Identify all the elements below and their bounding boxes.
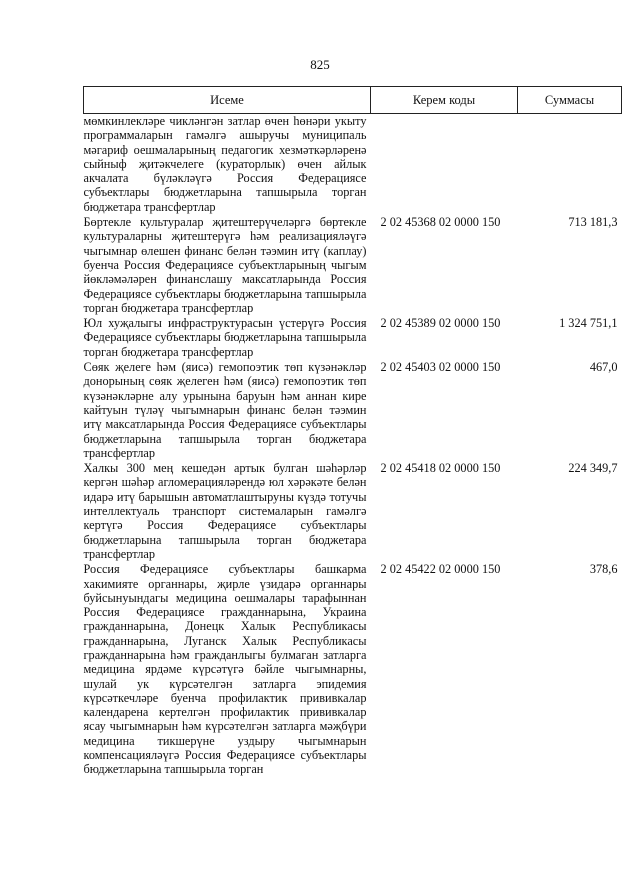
- row-name: Бөртекле культуралар җитештерүчеләргә бөртекле культураларны җитештерүгә һәм реализацияләүгә чыгымнар өлешен финанс белән тәэмин итү (каплау) буенча Россия Федерациясе субъектларының чыгым йөкләмәләрен финанслашу максатларында Россия Федерациясе субъектлары бюджетларына тапшырыла торган бюджетара трансфертлар: [83, 215, 367, 315]
- row-code: 2 02 45422 02 0000 150: [380, 562, 501, 577]
- row-sum: 1 324 751,1: [559, 316, 618, 331]
- row-sum: [518, 114, 622, 216]
- table-row: [84, 461, 622, 562]
- row-code: 2 02 45389 02 0000 150: [380, 316, 501, 331]
- header-name: Исеме: [84, 87, 371, 114]
- row-name: Юл хуҗалыгы инфраструктурасын үстерүгә Россия Федерациясе субъектлары бюджетларына тапшырыла торган бюджетара трансфертлар: [83, 316, 367, 359]
- row-sum: 713 181,3: [568, 215, 618, 230]
- row-sum: 467,0: [589, 360, 618, 375]
- table-header-row: [84, 87, 622, 114]
- row-name: Россия Федерациясе субъектлары башкарма хакимияте органнары, җирле үзидарә органнары буйсынуындагы медицина оешмалары тарафыннан Россия Федерациясе гражданнарына, Украина гражданнарына, Донецк Халык Республикасы гражданнарына, Луганск Халык Республикасы гражданнарына һәм гражданлыгы булмаган затларга медицина ярдәме күрсәтүгә бәйле чыгымнарны, шулай ук күрсәтелгән затларга эпидемия күрсәткечләре буенча профилактик прививкалар календарена кертелгән профилактик прививкалар ясау чыгымнарын һәм күрсәтелгән затларга мәҗбүри медицина тикшерүне уздыру чыгымнарын компенсацияләүгә Россия Федерациясе субъектлары бюджетларына тапшырыла торган: [83, 562, 367, 777]
- row-sum: 378,6: [589, 562, 618, 577]
- row-name: Халкы 300 мең кешедән артык булган шәһәрләр кергән шәһәр агломерацияләрендә юл хәрәкәте белән идарә итү барышын автоматлаштыруны күздә тотучы интеллектуаль транспорт системаларын гамәлгә кертүгә Россия Федерациясе субъектлары бюджетларына тапшырыла торган бюджетара трансфертлар: [83, 461, 367, 561]
- row-code: 2 02 45403 02 0000 150: [380, 360, 501, 375]
- row-name: мөмкинлекләре чикләнгән затлар өчен һөнәри укыту программаларын гамәлгә ашыручы муниципаль мәгариф оешмаларының педагогик хезмәткәрләренә сыйныф җитәкчелеге (кураторлык) өчен айлык акчалата бүләкләүгә Россия Федерациясе субъектлары бюджетларына тапшырыла торган бюджетара трансфертлар: [83, 114, 367, 214]
- table-row: [84, 215, 622, 316]
- row-code: 2 02 45418 02 0000 150: [380, 461, 501, 476]
- row-code: [371, 114, 518, 216]
- row-code: 2 02 45368 02 0000 150: [380, 215, 501, 230]
- table-row: [84, 316, 622, 360]
- page-number: 825: [310, 57, 330, 72]
- row-sum: 224 349,7: [568, 461, 618, 476]
- table-row: [84, 562, 622, 777]
- header-sum: Суммасы: [518, 87, 622, 114]
- table-row: [84, 360, 622, 461]
- row-name: Сөяк җелеге һәм (яисә) гемопоэтик төп күзәнәкләр донорының сөяк җелеген һәм (яисә) гемопоэтик төп күзәнәкләрне алу урынына баруын һәм аннан кире кайтуын түләү чыгымнарын финанс белән тәэмин итү максатларында Россия Федерациясе субъектлары бюджетларына тапшырыла торган бюджетара трансфертлар: [83, 360, 367, 460]
- budget-table: [83, 86, 622, 778]
- header-code: Керем коды: [371, 87, 518, 114]
- table-row: [84, 114, 622, 216]
